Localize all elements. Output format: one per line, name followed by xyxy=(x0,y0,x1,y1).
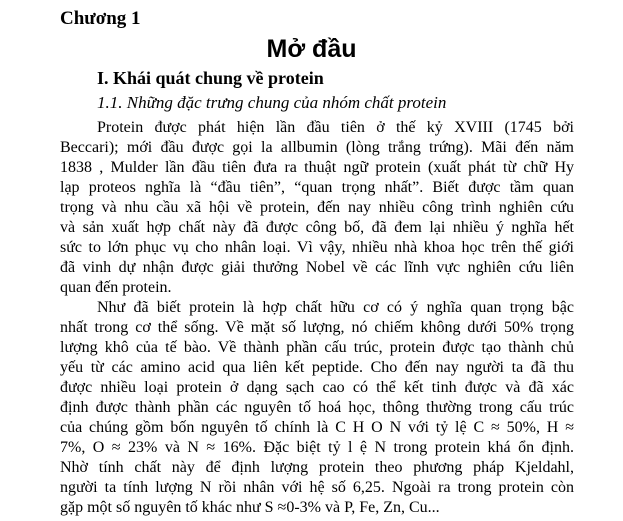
paragraph-line: Nhờ tính chất này để định lượng protein theo phương pháp Kjeldahl, xyxy=(60,459,574,476)
paragraph-line: lạp proteos nghĩa là “đầu tiên”, “quan trọng nhất”. Biết được tầm quan xyxy=(60,179,574,196)
paragraph-line: Như đã biết protein là hợp chất hữu cơ có ý nghĩa quan trọng bậc xyxy=(97,299,574,316)
paragraph-line: đã vinh dự nhận được giải thưởng Nobel về các lĩnh vực nghiên cứu liên xyxy=(60,259,574,276)
paragraph-line: được nhiều loại protein ở dạng sạch cao có thể kết tinh được và đã xác xyxy=(60,379,574,396)
paragraph-2 xyxy=(60,298,574,518)
paragraph-line: trọng và nhu cầu xã hội về protein, đến nay nhiều công trình nghiên cứu xyxy=(60,199,574,216)
chapter-label: Chương 1 xyxy=(60,8,141,29)
subsection-heading: 1.1. Những đặc trưng chung của nhóm chất protein xyxy=(97,93,447,112)
chapter-title: Mở đầu xyxy=(266,35,357,63)
paragraph-line: Protein được phát hiện lần đầu tiên ở thế kỷ XVIII (1745 bởi xyxy=(97,119,574,136)
paragraph-line: yếu từ các amino acid qua liên kết peptide. Cho đến nay người ta đã thu xyxy=(60,359,574,376)
paragraph-line: 1838 , Mulder lần đầu tiên đưa ra thuật ngữ protein (xuất phát từ chữ Hy xyxy=(60,159,574,176)
paragraph-line: và sản xuất hợp chất này đã được công bố, đã đem lại nhiều ý nghĩa hết xyxy=(60,219,574,236)
paragraph-line: sức to lớn phục vụ cho nhân loại. Vì vậy, nhiều nhà khoa học trên thế giới xyxy=(60,239,574,256)
paragraph-line: định được thành phần các nguyên tố hoá học, thông thường trong cấu trúc xyxy=(60,399,574,416)
paragraph-line: gặp một số nguyên tố khác như S ≈0-3% và P, Fe, Zn, Cu... xyxy=(60,499,440,516)
paragraph-line: người ta tính lượng N rồi nhân với hệ số 6,25. Ngoài ra trong protein còn xyxy=(60,479,574,496)
paragraph-line: nhất trong cơ thể sống. Về mặt số lượng, nó chiếm không dưới 50% trọng xyxy=(60,319,574,336)
paragraph-1 xyxy=(60,118,574,298)
section-heading: I. Khái quát chung về protein xyxy=(97,68,324,88)
paragraph-line: 7%, O ≈ 23% và N ≈ 16%. Đặc biệt tỷ l ệ N trong protein khá ổn định. xyxy=(60,439,574,456)
paragraph-line: của chúng gồm bốn nguyên tố chính là C H O N với tỷ lệ C ≈ 50%, H ≈ xyxy=(60,419,574,436)
paragraph-line: lượng khô của tế bào. Về thành phần cấu trúc, protein được tạo thành chủ xyxy=(60,339,574,356)
paragraph-line: Beccari); mới đầu được gọi la allbumin (lòng trắng trứng). Mãi đến năm xyxy=(60,139,574,156)
paragraph-line: quan đến protein. xyxy=(60,279,172,296)
